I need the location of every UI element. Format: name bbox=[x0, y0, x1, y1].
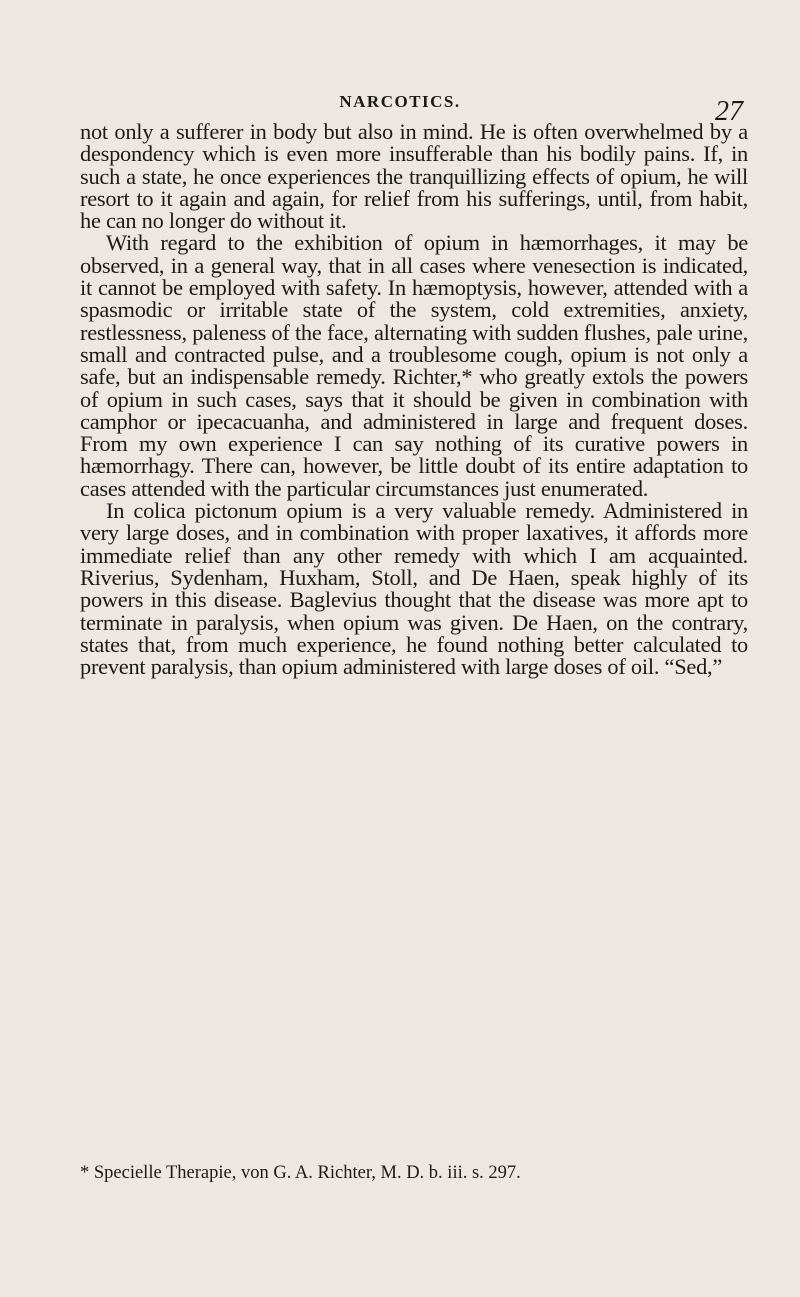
paragraph-3: In colica pictonum opium is a very valuable remedy. Administered in very large doses, and in combination with proper laxatives, it affords more immediate relief than any other remedy with which I am acquainted. Riverius, Sydenham, Huxham, Stoll, and De Haen, speak highly of its powers in this disease. Baglevius thought that the disease was more apt to terminate in paralysis, when opium was given. De Haen, on the contrary, states that, from much experience, he found nothing better calculated to prevent paralysis, than opium administered with large doses of oil. “Sed,” bbox=[80, 498, 748, 680]
body-text bbox=[80, 121, 748, 678]
paragraph-1: not only a sufferer in body but also in mind. He is often overwhelmed by a despondency which is even more insufferable than his bodily pains. If, in such a state, he once experiences the tranquillizing effects of opium, he will resort to it again and again, for relief from his sufferings, until, from habit, he can no longer do without it. bbox=[80, 119, 748, 234]
paragraph-2: With regard to the exhibition of opium in hæmorrhages, it may be observed, in a general way, that in all cases where venesection is indicated, it cannot be employed with safety. In hæmoptysis, however, attended with a spasmodic or irritable state of the system, cold extremities, anxiety, restlessness, paleness of the face, alternating with sudden flushes, pale urine, small and contracted pulse, and a troublesome cough, opium is not only a safe, but an indispensable remedy. Richter,* who greatly extols the powers of opium in such cases, says that it should be given in combination with camphor or ipecacuanha, and administered in large and frequent doses. From my own experience I can say nothing of its curative powers in hæmorrhagy. There can, however, be little doubt of its entire adaptation to cases attended with the particular circumstances just enumerated. bbox=[80, 230, 748, 501]
footnote: * Specielle Therapie, von G. A. Richter, M. D. b. iii. s. 297. bbox=[80, 1163, 521, 1183]
running-title: NARCOTICS. bbox=[339, 92, 461, 111]
page-number: 27 bbox=[715, 96, 743, 127]
